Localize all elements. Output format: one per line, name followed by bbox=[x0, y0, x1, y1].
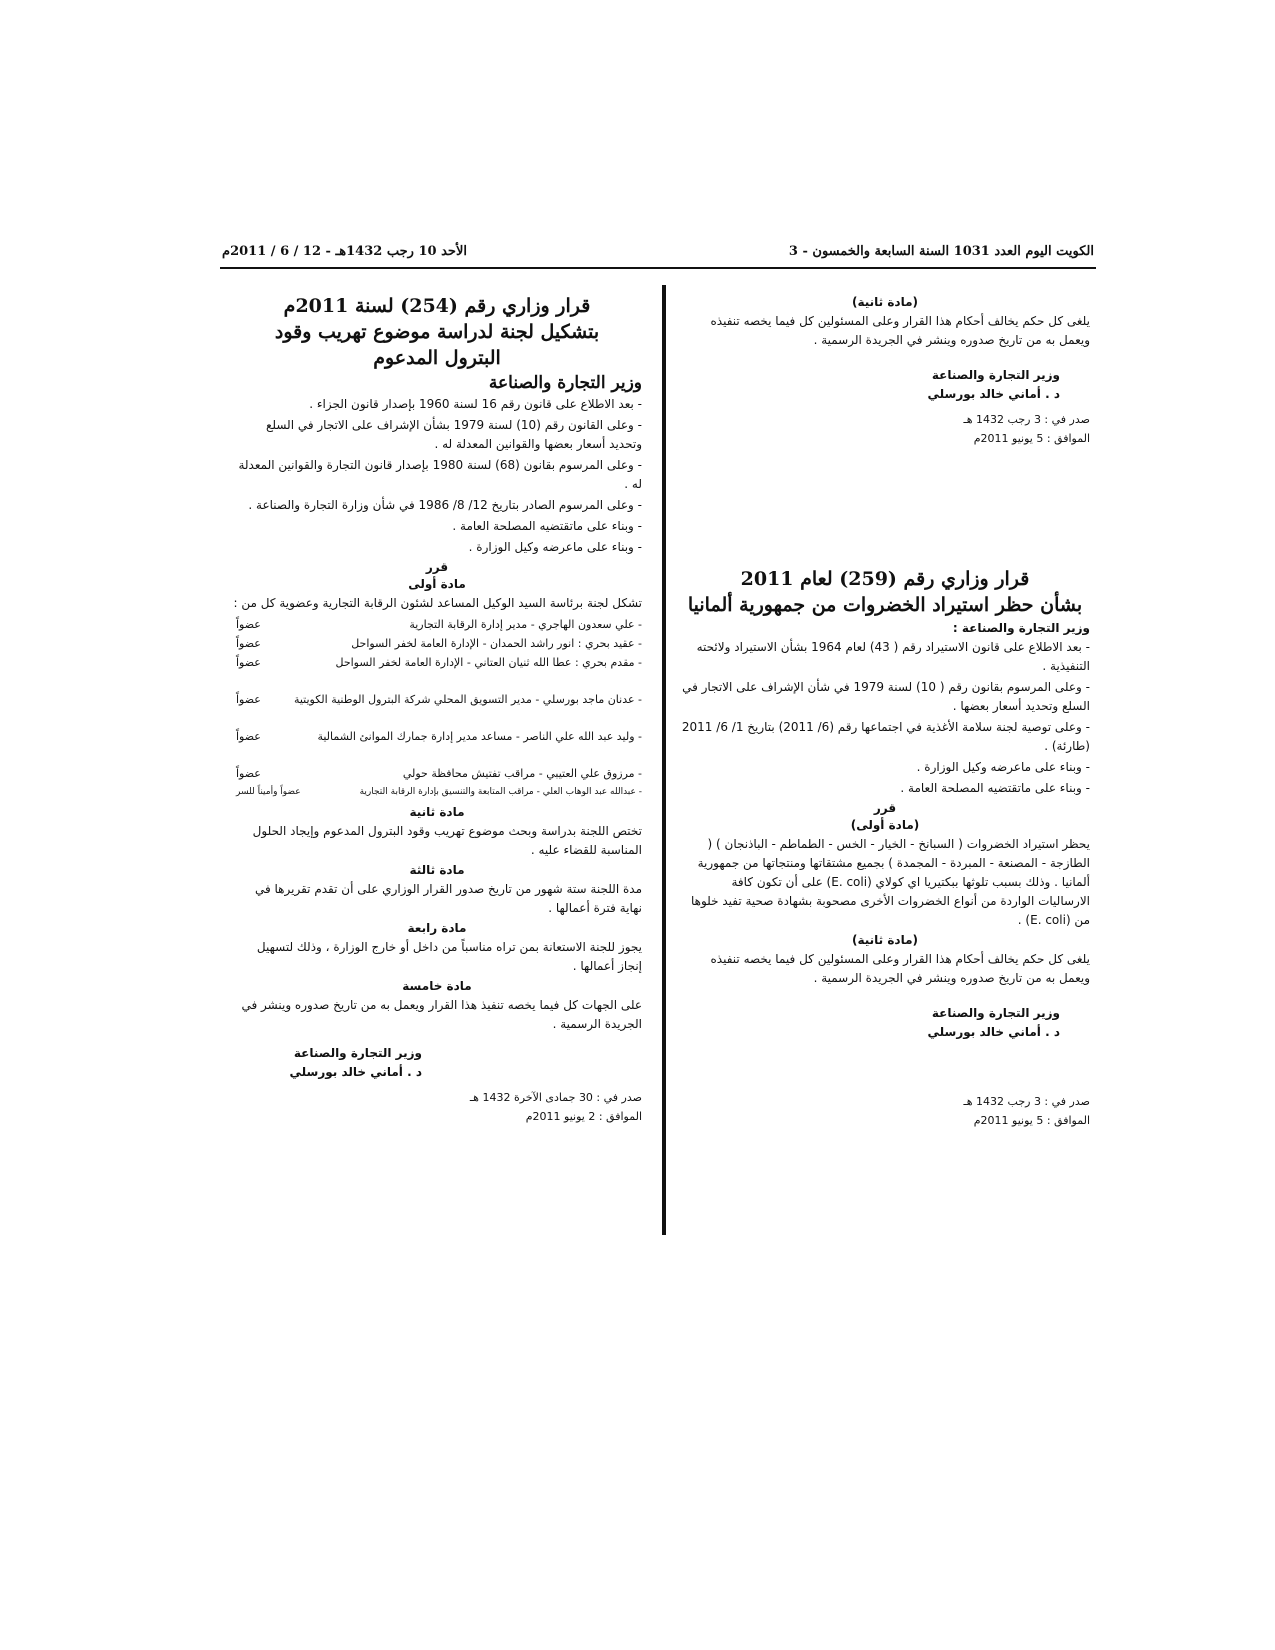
list-item bbox=[232, 764, 642, 783]
article-heading: مادة رابعة bbox=[407, 921, 467, 935]
member-name: - عبدالله عبد الوهاب العلي - مراقب المتابعة والتنسيق بإدارة الرقابة التجارية bbox=[359, 787, 642, 797]
article-heading: مادة ثالثة bbox=[409, 863, 465, 877]
preamble-item: - وعلى المرسوم الصادر بتاريخ 12/ 8/ 1986 في شأن وزارة التجارة والصناعة . bbox=[248, 498, 642, 512]
member-role: عضواً bbox=[236, 656, 261, 669]
decree-259 bbox=[680, 566, 1090, 1130]
signer-title: وزير التجارة والصناعة bbox=[931, 368, 1060, 382]
member-role: عضواً bbox=[236, 693, 261, 706]
header-rule bbox=[220, 267, 1096, 269]
signer-name: د . أماني خالد بورسلي bbox=[289, 1065, 422, 1079]
member-role: عضواً bbox=[236, 618, 261, 631]
header-issue-info: الكويت اليوم العدد 1031 السنة السابعة والخمسون - 3 bbox=[788, 243, 1094, 259]
list-item bbox=[232, 634, 642, 653]
issued-date: صدر في : 3 رجب 1432 هـ bbox=[963, 413, 1090, 426]
decree-title: قرار وزاري رقم (259) لعام 2011 bbox=[740, 568, 1030, 590]
article-heading: مادة أولى bbox=[408, 577, 466, 591]
member-name: - مرزوق علي العتيبي - مراقب تفتيش محافظة حولي bbox=[402, 767, 642, 780]
preamble-item: - وعلى المرسوم بقانون رقم ( 10) لسنة 1979 في شأن الإشراف على الاتجار في السلع وتحديد أسعار بعضها . bbox=[682, 680, 1090, 713]
corresponding-date: الموافق : 2 يونيو 2011م bbox=[525, 1110, 642, 1123]
list-item bbox=[232, 783, 642, 802]
preamble-item: - وعلى توصية لجنة سلامة الأغذية في اجتماعها رقم (6/ 2011) بتاريخ 1/ 6/ 2011 (طارئة) . bbox=[681, 720, 1090, 753]
issued-date: صدر في : 3 رجب 1432 هـ bbox=[963, 1095, 1090, 1108]
decided-label: قرر bbox=[425, 560, 449, 574]
article-text: يحظر استيراد الخضروات ( السبانخ - الخيار - الخس - الطماطم - الباذنجان ) ( الطازجة - المصنعة - المبردة - المجمدة ) بجميع مشتقاتها ومنتجاتها من جمهورية ألمانيا . وذلك بسبب تلوثها ببكتيريا اي كولاي (E. coli) على أن تكون كافة الارساليات الواردة من أنواع الخضروات الأخرى مصحوبة بشهادة صحية تفيد خلوها من (E. coli) . bbox=[690, 837, 1090, 927]
list-item bbox=[232, 615, 642, 634]
article-text: تشكل لجنة برئاسة السيد الوكيل المساعد لشئون الرقابة التجارية وعضوية كل من : bbox=[233, 596, 642, 610]
previous-decree-end bbox=[680, 295, 1090, 448]
article-heading: مادة ثانية bbox=[409, 805, 465, 819]
header-date: الأحد 10 رجب 1432هـ - 12 / 6 / 2011م bbox=[222, 243, 467, 259]
preamble-item: - وعلى المرسوم بقانون (68) لسنة 1980 بإصدار قانون التجارة والقوانين المعدلة له . bbox=[238, 458, 642, 491]
member-name: - وليد عبد الله علي الناصر - مساعد مدير إدارة جمارك الموانئ الشمالية bbox=[317, 730, 642, 743]
issued-date: صدر في : 30 جمادى الآخرة 1432 هـ bbox=[469, 1091, 642, 1104]
article-text: مدة اللجنة ستة شهور من تاريخ صدور القرار الوزاري على أن تقدم تقريرها في نهاية فترة أعمالها . bbox=[254, 882, 642, 915]
list-item bbox=[232, 727, 642, 746]
article-text: على الجهات كل فيما يخصه تنفيذ هذا القرار ويعمل به من تاريخ صدوره وينشر في الجريدة الرسمية . bbox=[241, 998, 642, 1031]
article-text: تختص اللجنة بدراسة وبحث موضوع تهريب وقود البترول المدعوم وإيجاد الحلول المناسبة للقضاء عليه . bbox=[252, 824, 642, 857]
member-name: - علي سعدون الهاجري - مدير إدارة الرقابة التجارية bbox=[409, 618, 642, 631]
article-heading: (مادة ثانية) bbox=[851, 295, 919, 309]
article-heading: (مادة ثانية) bbox=[851, 933, 919, 947]
member-role: عضواً bbox=[236, 767, 261, 780]
right-column bbox=[680, 292, 1090, 1130]
preamble-item: - بعد الاطلاع على قانون الاستيراد رقم ( 43) لعام 1964 بشأن الاستيراد ولائحته التنفيذية . bbox=[696, 640, 1090, 673]
preamble-item: - وبناء على ماعرضه وكيل الوزارة . bbox=[468, 540, 642, 554]
member-name: - مقدم بحري : عطا الله ثنيان العتاني - الإدارة العامة لخفر السواحل bbox=[335, 656, 642, 669]
column-divider bbox=[662, 285, 666, 1235]
member-name: - عقيد بحري : انور راشد الحمدان - الإدارة العامة لخفر السواحل bbox=[351, 637, 642, 650]
decree-title: قرار وزاري رقم (254) لسنة 2011م bbox=[283, 295, 591, 317]
decree-subject: بتشكيل لجنة لدراسة موضوع تهريب وقود bbox=[274, 321, 600, 343]
left-column bbox=[232, 293, 642, 1126]
minister-label: وزير التجارة والصناعة : bbox=[952, 621, 1090, 635]
signature-block bbox=[680, 1004, 1060, 1042]
signer-title: وزير التجارة والصناعة bbox=[293, 1046, 422, 1060]
corresponding-date: الموافق : 5 يونيو 2011م bbox=[973, 432, 1090, 445]
preamble-item: - وبناء على ماتقتضيه المصلحة العامة . bbox=[452, 519, 642, 533]
member-role: عضواً bbox=[236, 730, 261, 743]
decree-subject-cont: البترول المدعوم bbox=[373, 347, 501, 369]
preamble-item: - وبناء على ماتقتضيه المصلحة العامة . bbox=[900, 781, 1090, 795]
minister-label: وزير التجارة والصناعة bbox=[488, 373, 642, 393]
member-role: عضواً bbox=[236, 637, 261, 650]
member-name: - عدنان ماجد بورسلي - مدير التسويق المحلي شركة البترول الوطنية الكويتية bbox=[293, 693, 642, 706]
article-text: يلغى كل حكم يخالف أحكام هذا القرار وعلى المسئولين كل فيما يخصه تنفيذه ويعمل به من تاريخ صدوره وينشر في الجريدة الرسمية . bbox=[710, 314, 1090, 347]
article-heading: (مادة أولى) bbox=[850, 818, 920, 832]
decided-label: قرر bbox=[873, 801, 897, 815]
article-text: يلغى كل حكم يخالف أحكام هذا القرار وعلى المسئولين كل فيما يخصه تنفيذه ويعمل به من تاريخ صدوره وينشر في الجريدة الرسمية . bbox=[710, 952, 1090, 985]
decree-subject: بشأن حظر استيراد الخضروات من جمهورية ألمانيا bbox=[687, 594, 1083, 616]
signer-title: وزير التجارة والصناعة bbox=[931, 1006, 1060, 1020]
article-heading: مادة خامسة bbox=[402, 979, 472, 993]
signature-block bbox=[232, 1044, 422, 1082]
preamble-item: - وعلى القانون رقم (10) لسنة 1979 بشأن الإشراف على الاتجار في السلع وتحديد أسعار بعضها والقوانين المعدلة له . bbox=[265, 418, 642, 451]
article-text: يجوز للجنة الاستعانة بمن تراه مناسباً من داخل أو خارج الوزارة ، وذلك لتسهيل إنجاز أعمالها . bbox=[256, 940, 642, 973]
members-list bbox=[232, 615, 642, 802]
preamble-item: - بعد الاطلاع على قانون رقم 16 لسنة 1960 بإصدار قانون الجزاء . bbox=[309, 397, 642, 411]
member-role: عضواً وأميناً للسر bbox=[236, 787, 301, 797]
signer-name: د . أماني خالد بورسلي bbox=[927, 1025, 1060, 1039]
list-item bbox=[232, 653, 642, 672]
preamble-item: - وبناء على ماعرضه وكيل الوزارة . bbox=[916, 760, 1090, 774]
signer-name: د . أماني خالد بورسلي bbox=[927, 387, 1060, 401]
signature-block bbox=[680, 366, 1060, 404]
list-item bbox=[232, 690, 642, 709]
corresponding-date: الموافق : 5 يونيو 2011م bbox=[973, 1114, 1090, 1127]
page-header bbox=[222, 240, 1094, 262]
